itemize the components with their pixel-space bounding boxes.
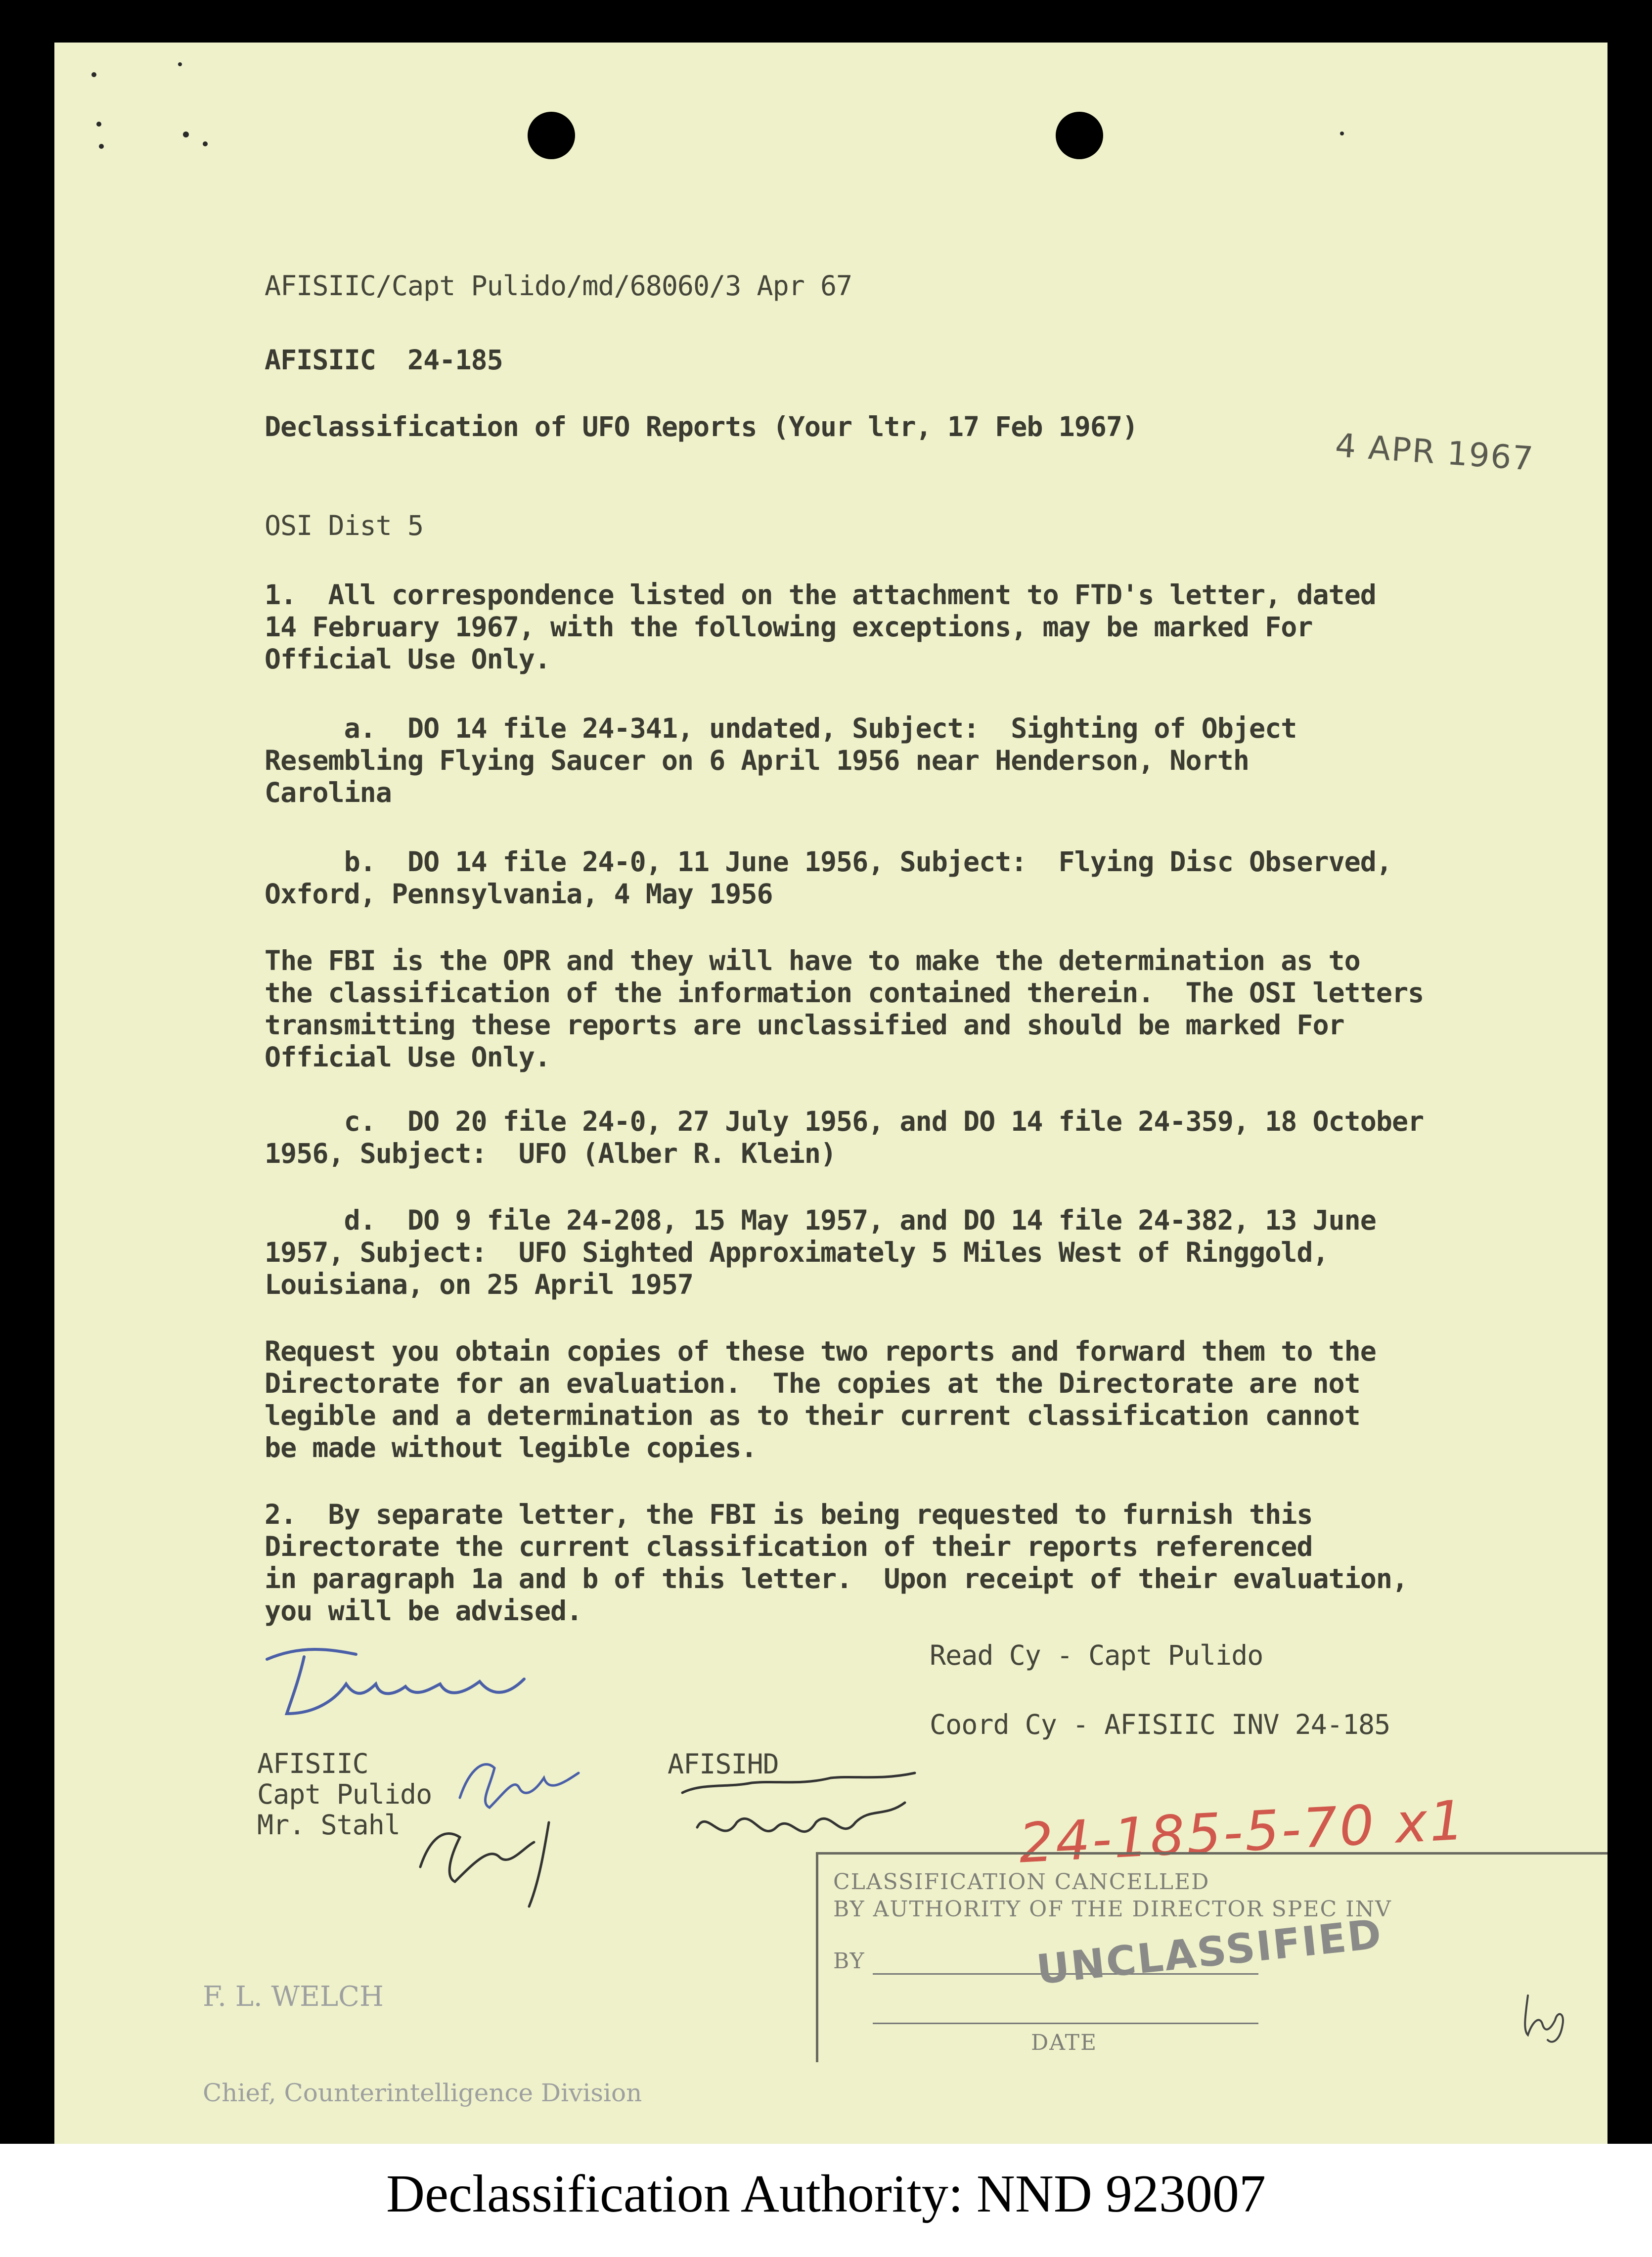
item-c: c. DO 20 file 24-0, 27 July 1956, and DO 14 file 24-359, 18 October 1956, Subject: UFO (Alber R. Klein) (265, 1106, 1424, 1169)
item-d: d. DO 9 file 24-208, 15 May 1957, and DO 14 file 24-382, 13 June 1957, Subject: UFO Sighted Approximately 5 Miles West of Ringgold, Louisiana, on 25 April 1957 (265, 1204, 1376, 1300)
stamp-by-label: BY (833, 1948, 865, 1974)
stamp-date-rule (873, 2023, 1258, 2024)
afisihd-signature (668, 1763, 944, 1862)
handwritten-initials (1518, 1986, 1577, 2050)
signature-block (203, 1916, 719, 2144)
stamp-date-label: DATE (1031, 2030, 1098, 2055)
read-copy: Read Cy - Capt Pulido (930, 1639, 1263, 1671)
speck (91, 72, 96, 77)
signer-title: Chief, Counterintelligence Division (203, 2079, 642, 2107)
paragraph-2: 2. By separate letter, the FBI is being requested to furnish this Directorate the current classification of their reports referenced in paragraph 1a and b of this letter. Upon receipt of their evaluation, you will be advised. (265, 1499, 1408, 1627)
signer-name: F. L. WELCH (203, 1981, 384, 2013)
punch-hole (528, 112, 575, 159)
speck (178, 62, 182, 66)
welch-signature (257, 1639, 564, 1728)
footer-bar (0, 2144, 1652, 2257)
reference-line: AFISIIC/Capt Pulido/md/68060/3 Apr 67 (265, 270, 852, 302)
stamp-line-2: BY AUTHORITY OF THE DIRECTOR SPEC INV (833, 1897, 1392, 1922)
stamp-line-1: CLASSIFICATION CANCELLED (833, 1869, 1210, 1895)
speck (99, 144, 104, 149)
declassification-authority: Declassification Authority: NND 923007 (386, 2165, 1266, 2223)
speck (183, 132, 189, 137)
coordination-right: AFISIHD (668, 1748, 779, 1780)
speck (1340, 132, 1344, 135)
coord-copy: Coord Cy - AFISIIC INV 24-185 (930, 1709, 1390, 1740)
punch-hole (1056, 112, 1103, 159)
coordination-left: AFISIIC Capt Pulido Mr. Stahl (257, 1748, 432, 1841)
speck (203, 141, 208, 146)
item-a: a. DO 14 file 24-341, undated, Subject: Sighting of Object Resembling Flying Saucer on 6 April 1956 near Henderson, North Carolina (265, 712, 1297, 808)
declassification-stamp (816, 1852, 1607, 2062)
document-page (54, 43, 1607, 2144)
handwritten-file-number: 24-185-5-70 x1 (1017, 1788, 1468, 1875)
item-b: b. DO 14 file 24-0, 11 June 1956, Subject: Flying Disc Observed, Oxford, Pennsylvania, 4 May 1956 (265, 846, 1392, 910)
addressee: OSI Dist 5 (265, 510, 424, 541)
stahl-initials (401, 1808, 608, 1911)
subject-line: Declassification of UFO Reports (Your ltr, 17 Feb 1967) (265, 411, 1138, 443)
file-number: AFISIIC 24-185 (265, 344, 503, 376)
paragraph-1: 1. All correspondence listed on the attachment to FTD's letter, dated 14 February 1967, with the following exceptions, may be marked For Official Use Only. (265, 579, 1376, 675)
unclassified-stamp: UNCLASSIFIED (1034, 1910, 1385, 1994)
fbi-note: The FBI is the OPR and they will have to make the determination as to the classification of the information contained therein. The OSI letters transmitting these reports are unclassified and should be marked For Official Use Only. (265, 945, 1424, 1073)
speck (96, 122, 101, 127)
request-paragraph: Request you obtain copies of these two reports and forward them to the Directorate for an evaluation. The copies at the Directorate are not legible and a determination as to their current classification cannot be made without legible copies. (265, 1335, 1376, 1463)
date-stamp: 4 APR 1967 (1334, 426, 1535, 478)
